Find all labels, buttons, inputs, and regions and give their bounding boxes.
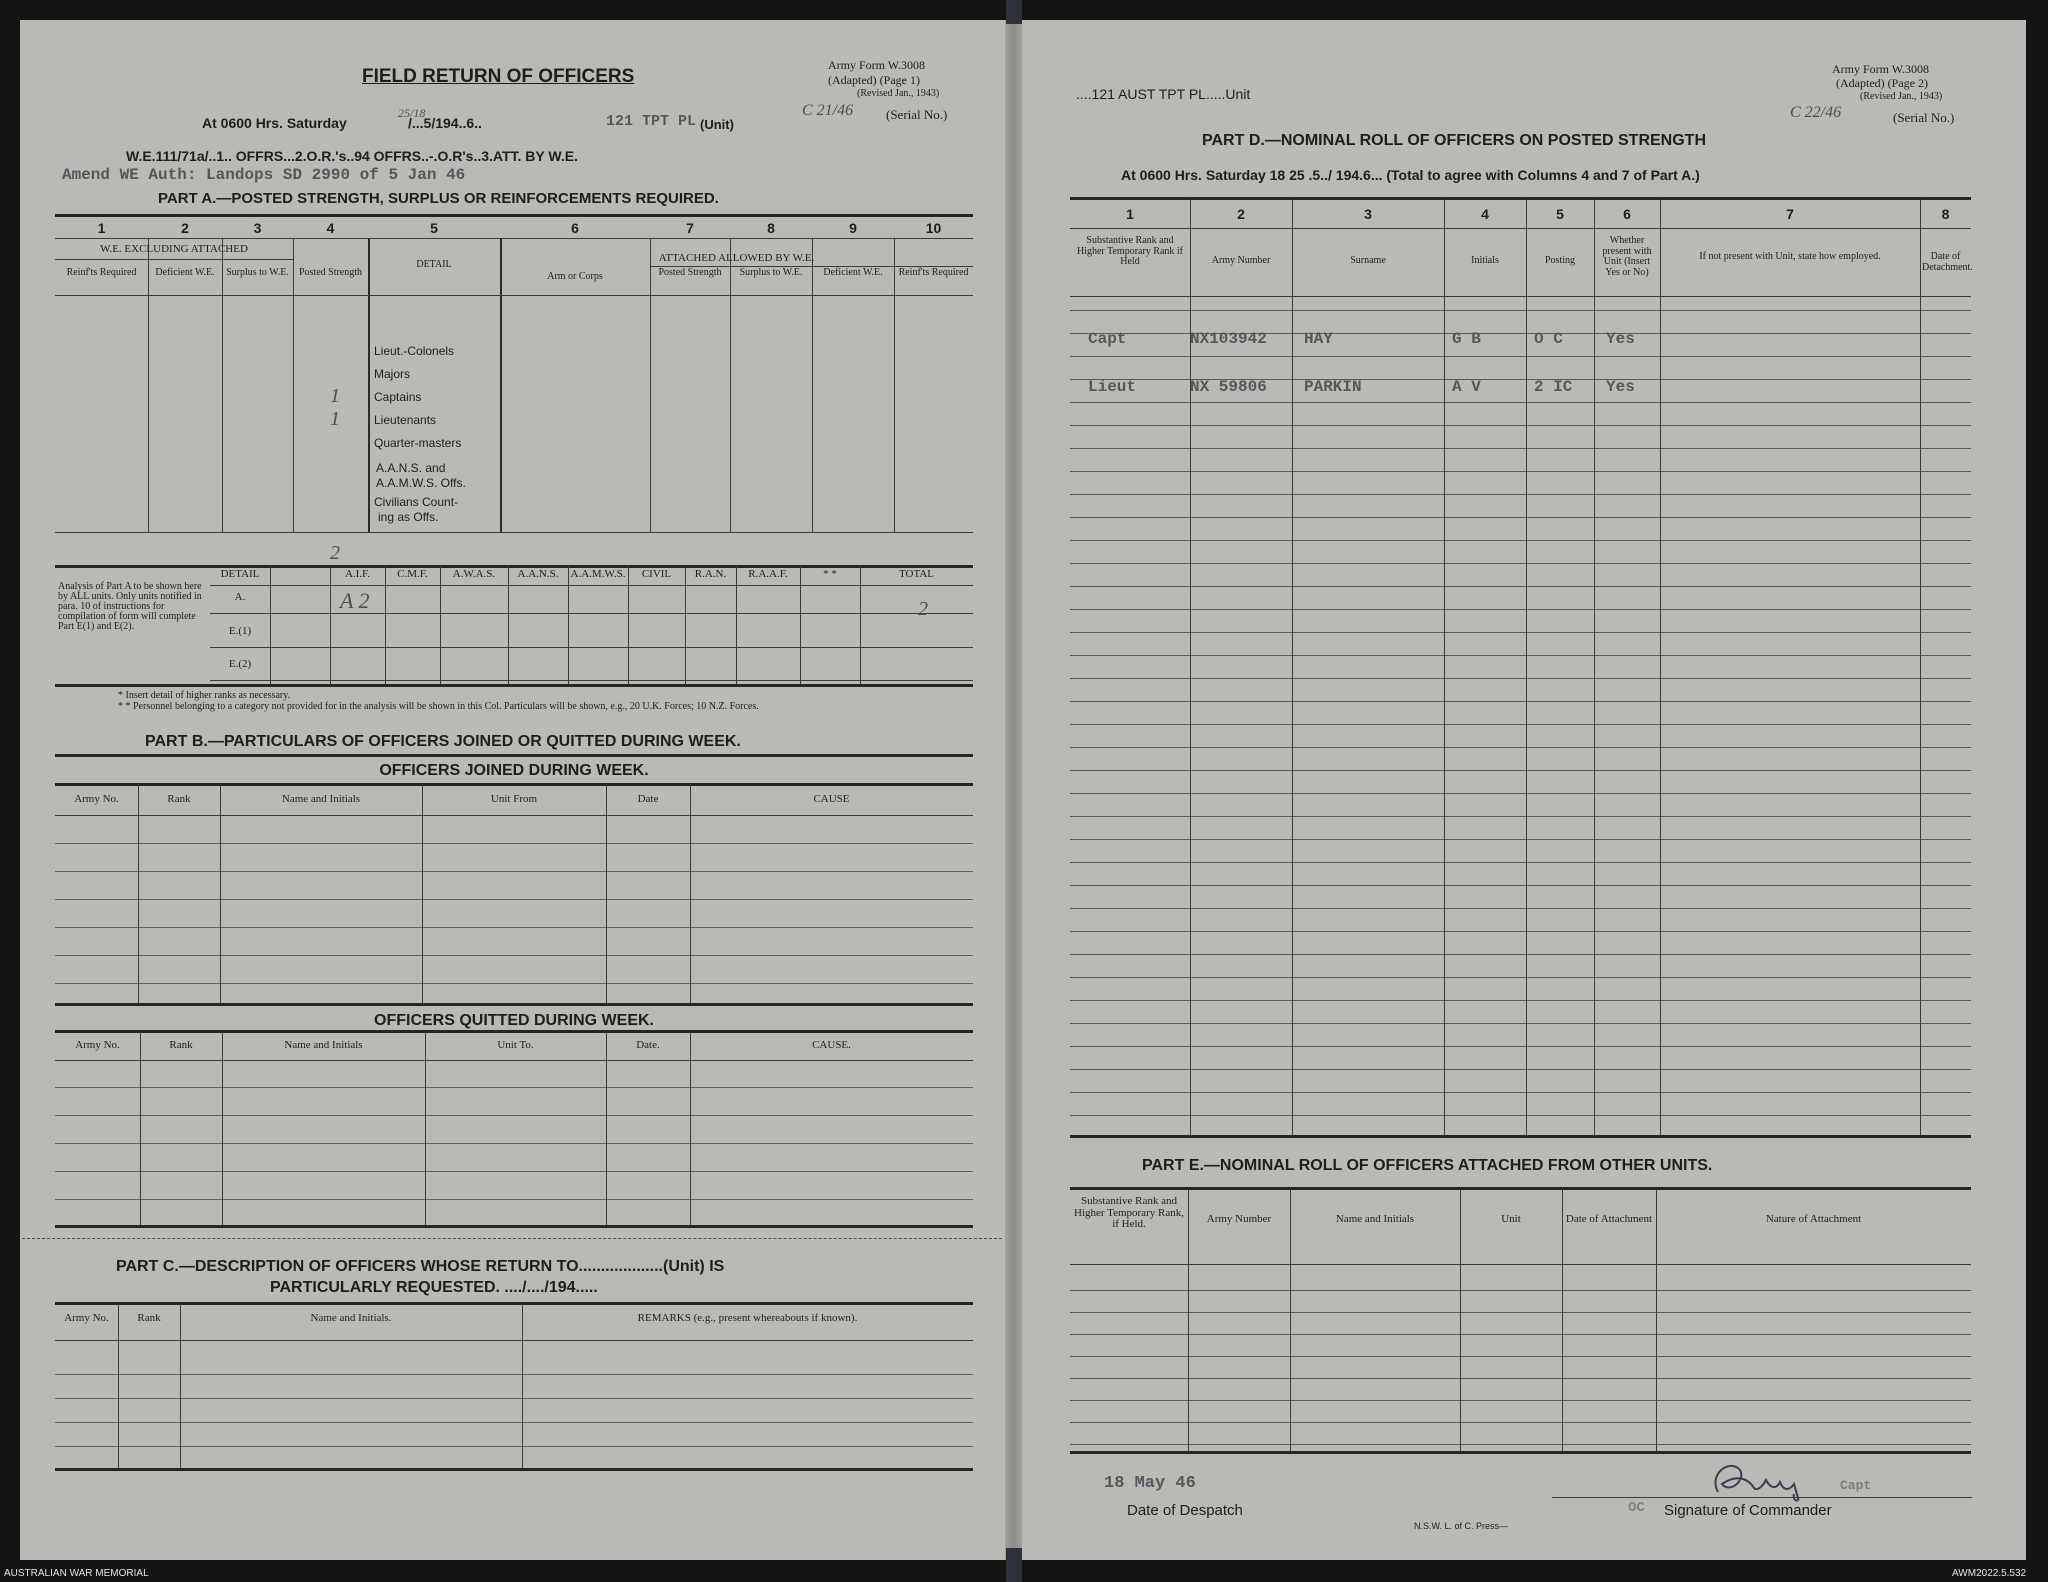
quitted-header-rule bbox=[55, 1060, 973, 1061]
analysis-col-line bbox=[685, 566, 686, 684]
serial-label-right: (Serial No.) bbox=[1893, 110, 1955, 125]
form-number-right: Army Form W.3008 bbox=[1832, 62, 1930, 76]
oc-stamp: OC bbox=[1628, 1500, 1645, 1516]
part-d-col-header: If not present with Unit, state how employed. bbox=[1699, 251, 1881, 262]
amendment-typed: Amend WE Auth: Landops SD 2990 of 5 Jan 46 bbox=[62, 166, 466, 184]
part-d-col-header: Date of Detachment. bbox=[1922, 251, 1973, 273]
part-d-col-number: 6 bbox=[1623, 206, 1631, 222]
joined-col-line bbox=[606, 785, 607, 1003]
part-d-row-rule bbox=[1070, 747, 1971, 748]
part-e-col-line bbox=[1290, 1189, 1291, 1451]
rank-aamws: A.A.M.W.S. Offs. bbox=[376, 476, 466, 490]
rank-aans: A.A.N.S. and bbox=[376, 461, 446, 475]
rank-civilians: Civilians Count- bbox=[374, 495, 459, 509]
part-d-col-header: Initials bbox=[1471, 255, 1499, 266]
partC-col-line bbox=[522, 1304, 523, 1468]
analysis-col-header: C.M.F. bbox=[397, 568, 428, 580]
part-a-col-header: Surplus to W.E. bbox=[739, 267, 803, 278]
quitted-col-header: Army No. bbox=[75, 1039, 120, 1051]
form-adapted: (Adapted) (Page 1) bbox=[828, 73, 920, 87]
joined-col-header: Date bbox=[637, 793, 659, 805]
joined-col-line bbox=[690, 785, 691, 1003]
partC-col-line bbox=[180, 1304, 181, 1468]
part-a-col-line bbox=[293, 238, 294, 532]
part-d-number-cell: NX103942 bbox=[1190, 330, 1267, 348]
part-d-present-cell: Yes bbox=[1606, 330, 1635, 348]
part-a-col-number: 7 bbox=[686, 220, 694, 236]
part-e-col-header: Date of Attachment bbox=[1565, 1213, 1653, 1225]
analysis-row-label: A. bbox=[234, 591, 246, 603]
part-e-col-header: Army Number bbox=[1206, 1213, 1272, 1225]
analysis-col-line bbox=[568, 566, 569, 684]
partC-col-header: Rank bbox=[137, 1312, 161, 1324]
part-d-row-rule bbox=[1070, 977, 1971, 978]
part-d-col-header: Whether present with Unit (Insert Yes or No) bbox=[1602, 235, 1652, 278]
part-e-col-header: Name and Initials bbox=[1335, 1213, 1415, 1225]
part-d-row-rule bbox=[1070, 655, 1971, 656]
analysis-col-line bbox=[628, 566, 629, 684]
part-d-surname-cell: HAY bbox=[1304, 330, 1333, 348]
analysis-col-header: A.I.F. bbox=[344, 568, 371, 580]
quitted-col-header: CAUSE. bbox=[812, 1039, 851, 1051]
we-line: W.E.111/71a/..1.. OFFRS...2.O.R.'s..94 OFFRS..-.O.R's..3.ATT. BY W.E. bbox=[126, 148, 578, 164]
joined-col-line bbox=[220, 785, 221, 1003]
analysis-total-value: 2 bbox=[918, 598, 928, 620]
part-d-row-rule bbox=[1070, 425, 1971, 426]
analysis-col-line bbox=[270, 566, 271, 684]
analysis-col-header: TOTAL bbox=[899, 568, 934, 580]
analysis-col-line bbox=[736, 566, 737, 684]
quitted-col-header: Unit To. bbox=[497, 1039, 534, 1051]
partC-row-rule bbox=[55, 1446, 973, 1447]
part-a-col-number: 2 bbox=[181, 220, 189, 236]
serial-hand: C 21/46 bbox=[802, 102, 854, 119]
part-d-col-header: Surname bbox=[1350, 255, 1386, 266]
unit-line: ....121 AUST TPT PL.....Unit bbox=[1076, 86, 1251, 102]
form-revised: (Revised Jan., 1943) bbox=[857, 88, 940, 99]
posted-captains: 1 bbox=[330, 385, 340, 407]
analysis-col-header: R.A.N. bbox=[694, 568, 727, 580]
despatch-date: 18 May 46 bbox=[1104, 1474, 1196, 1493]
part-d-row-rule bbox=[1070, 1046, 1971, 1047]
quitted-row-rule bbox=[55, 1115, 973, 1116]
part-e-row-rule bbox=[1070, 1378, 1971, 1379]
part-a-col-header: Deficient W.E. bbox=[823, 267, 883, 278]
part-e-col-header: Substantive Rank and Higher Temporary Rank, if Held. bbox=[1074, 1195, 1184, 1231]
unit-typed: 121 TPT PL bbox=[606, 113, 697, 130]
quitted-col-header: Name and Initials bbox=[284, 1039, 363, 1051]
footnote-2: * * Personnel belonging to a category not provided for in the analysis will be shown in this Col. Particulars will be shown, e.g., 20 U.K. Forces; 10 N.Z. Forces. bbox=[118, 701, 759, 712]
part-a-col-number: 9 bbox=[849, 220, 857, 236]
part-d-col-number: 8 bbox=[1941, 206, 1950, 222]
part-a-col-header: Reinf'ts Required bbox=[66, 267, 137, 278]
part-d-title: PART D.—NOMINAL ROLL OF OFFICERS ON POSTED STRENGTH bbox=[1202, 132, 1707, 149]
form-revised-right: (Revised Jan., 1943) bbox=[1860, 91, 1943, 102]
part-a-col-header: Deficient W.E. bbox=[155, 267, 215, 278]
part-e-row-rule bbox=[1070, 1334, 1971, 1335]
part-d-row-rule bbox=[1070, 862, 1971, 863]
part-d-row-rule bbox=[1070, 1000, 1971, 1001]
part-d-col-line bbox=[1594, 199, 1595, 1135]
analysis-aif-value: A 2 bbox=[340, 588, 370, 613]
quitted-row-rule bbox=[55, 1143, 973, 1144]
part-d-row-rule bbox=[1070, 540, 1971, 541]
partC-col-header: REMARKS (e.g., present whereabouts if known). bbox=[637, 1312, 858, 1324]
part-a-col-number: 8 bbox=[767, 220, 775, 236]
analysis-col-header: A.W.A.S. bbox=[452, 568, 496, 580]
part-a-col-header: DETAIL bbox=[416, 259, 452, 270]
quitted-col-header: Rank bbox=[169, 1039, 193, 1051]
part-d-row-rule bbox=[1070, 724, 1971, 725]
rank-captains: Captains bbox=[374, 390, 422, 404]
quitted-title: OFFICERS QUITTED DURING WEEK. bbox=[374, 1012, 654, 1029]
part-d-col-number: 4 bbox=[1481, 206, 1489, 222]
part-e-row-rule bbox=[1070, 1422, 1971, 1423]
part-d-row-rule bbox=[1070, 839, 1971, 840]
page-fold bbox=[1005, 20, 1022, 1560]
part-a-col-line bbox=[812, 238, 813, 532]
part-d-surname-cell: PARKIN bbox=[1304, 378, 1362, 396]
part-d-rank-cell: Capt bbox=[1088, 330, 1127, 348]
rank-lieut-colonels: Lieut.-Colonels bbox=[374, 344, 455, 358]
attached-group-header: ATTACHED ALLOWED BY W.E. bbox=[658, 252, 815, 264]
part-d-row-rule bbox=[1070, 954, 1971, 955]
part-a-col-header: Posted Strength bbox=[658, 267, 722, 278]
archive-caption: AUSTRALIAN WAR MEMORIAL bbox=[4, 1568, 149, 1579]
part-d-row-rule bbox=[1070, 632, 1971, 633]
rank-civilians-cont: ing as Offs. bbox=[378, 510, 439, 524]
part-c-title-2: PARTICULARLY REQUESTED. ..../..../194..... bbox=[270, 1279, 598, 1296]
part-e-col-header: Unit bbox=[1501, 1213, 1521, 1225]
part-d-row-rule bbox=[1070, 609, 1971, 610]
partC-row-rule bbox=[55, 1374, 973, 1375]
analysis-col-line bbox=[860, 566, 861, 684]
part-e-row-rule bbox=[1070, 1290, 1971, 1291]
quitted-row-rule bbox=[55, 1171, 973, 1172]
joined-col-header: CAUSE bbox=[813, 793, 850, 805]
part-a-col-line bbox=[730, 238, 731, 532]
partC-col-line bbox=[118, 1304, 119, 1468]
rank-lieutenants: Lieutenants bbox=[374, 413, 437, 427]
rank-list bbox=[374, 340, 466, 525]
joined-col-header: Name and Initials bbox=[281, 793, 361, 805]
part-d-col-line bbox=[1526, 199, 1527, 1135]
at-line-date: /...5/194..6.. bbox=[408, 115, 482, 131]
analysis-col-header: A.A.M.W.S. bbox=[570, 568, 626, 580]
part-d-row-rule bbox=[1070, 563, 1971, 564]
part-a-col-line bbox=[650, 238, 651, 532]
part-e-row-rule bbox=[1070, 1312, 1971, 1313]
analysis-row-label: E.(2) bbox=[228, 658, 252, 670]
part-d-row-rule bbox=[1070, 770, 1971, 771]
joined-col-line bbox=[422, 785, 423, 1003]
part-d-col-number: 2 bbox=[1237, 206, 1245, 222]
unit-label: (Unit) bbox=[700, 117, 734, 132]
part-d-row-rule bbox=[1070, 402, 1971, 403]
analysis-col-header: CIVIL bbox=[641, 568, 672, 580]
analysis-col-line bbox=[800, 566, 801, 684]
rank-majors: Majors bbox=[374, 367, 411, 381]
joined-row-rule bbox=[55, 899, 973, 900]
part-d-row-rule bbox=[1070, 494, 1971, 495]
joined-col-header: Army No. bbox=[74, 793, 119, 805]
part-d-initials-cell: G B bbox=[1452, 330, 1481, 348]
part-d-row-rule bbox=[1070, 356, 1971, 357]
analysis-note: Analysis of Part A to be shown here by ALL units. Only units notified in para. 10 of instructions for compilation of form will complete Part E(1) and E(2). bbox=[58, 581, 202, 632]
part-a-col-number: 5 bbox=[430, 220, 438, 236]
part-a-col-number: 1 bbox=[97, 220, 106, 236]
part-a-col-header: Reinf'ts Required bbox=[898, 267, 969, 278]
analysis-row-label: E.(1) bbox=[228, 625, 252, 637]
rank-quartermasters: Quarter-masters bbox=[374, 436, 462, 450]
form-adapted-right: (Adapted) (Page 2) bbox=[1836, 76, 1928, 90]
part-a-col-line bbox=[894, 238, 895, 532]
part-e-col-header: Nature of Attachment bbox=[1765, 1213, 1862, 1225]
part-d-row-rule bbox=[1070, 517, 1971, 518]
signature-label: Signature of Commander bbox=[1664, 1502, 1832, 1519]
analysis-col-line bbox=[440, 566, 441, 684]
part-d-present-cell: Yes bbox=[1606, 378, 1635, 396]
part-d-row-rule bbox=[1070, 471, 1971, 472]
partC-header-rule bbox=[55, 1340, 973, 1341]
we-group-header: W.E. EXCLUDING ATTACHED bbox=[100, 243, 248, 255]
joined-row-rule bbox=[55, 927, 973, 928]
part-a-col-number: 6 bbox=[571, 220, 579, 236]
part-d-row-rule bbox=[1070, 793, 1971, 794]
joined-col-header: Rank bbox=[167, 793, 191, 805]
quitted-row-rule bbox=[55, 1199, 973, 1200]
part-e-row-rule bbox=[1070, 1356, 1971, 1357]
part-c-title: PART C.—DESCRIPTION OF OFFICERS WHOSE RETURN TO...................(Unit) IS bbox=[116, 1258, 725, 1275]
page-title: FIELD RETURN OF OFFICERS bbox=[362, 66, 635, 87]
part-e-col-line bbox=[1562, 1189, 1563, 1451]
joined-row-rule bbox=[55, 983, 973, 984]
part-d-col-line bbox=[1292, 199, 1293, 1135]
part-d-row-rule bbox=[1070, 1023, 1971, 1024]
part-d-col-line bbox=[1920, 199, 1921, 1135]
part-a-col-header: Surplus to W.E. bbox=[226, 267, 289, 278]
posted-total: 2 bbox=[330, 542, 340, 564]
commander-signature bbox=[1700, 1454, 1830, 1504]
part-a-col-header: Arm or Corps bbox=[547, 271, 603, 282]
part-d-row-rule bbox=[1070, 1069, 1971, 1070]
binding-ribbon-bottom bbox=[1006, 1548, 1022, 1582]
joined-row-rule bbox=[55, 843, 973, 844]
part-e-col-line bbox=[1656, 1189, 1657, 1451]
partC-row-rule bbox=[55, 1398, 973, 1399]
serial-label: (Serial No.) bbox=[886, 107, 948, 122]
part-d-at-line: At 0600 Hrs. Saturday 18 25 .5../ 194.6... (Total to agree with Columns 4 and 7 of Part A.) bbox=[1121, 167, 1700, 183]
archive-id: AWM2022.5.532 bbox=[1952, 1568, 2027, 1579]
joined-col-line bbox=[138, 785, 139, 1003]
part-a-col-header: Posted Strength bbox=[298, 267, 363, 278]
quitted-col-header: Date. bbox=[636, 1039, 660, 1051]
part-d-row-rule bbox=[1070, 678, 1971, 679]
despatch-label: Date of Despatch bbox=[1127, 1502, 1243, 1519]
partC-row-rule bbox=[55, 1422, 973, 1423]
part-d-row-rule bbox=[1070, 908, 1971, 909]
joined-row-rule bbox=[55, 955, 973, 956]
analysis-col-header: DETAIL bbox=[220, 568, 260, 580]
part-d-row-rule bbox=[1070, 1092, 1971, 1093]
signature-rank: Capt bbox=[1840, 1478, 1872, 1493]
part-a-col-line bbox=[368, 238, 370, 532]
part-d-col-header: Army Number bbox=[1211, 255, 1271, 266]
footnote-1: * Insert detail of higher ranks as necessary. bbox=[118, 690, 291, 701]
at-line-prefix: At 0600 Hrs. Saturday bbox=[202, 115, 347, 131]
part-d-row-rule bbox=[1070, 816, 1971, 817]
part-d-row-rule bbox=[1070, 586, 1971, 587]
part-d-posting-cell: O C bbox=[1534, 330, 1563, 348]
part-a-title: PART A.—POSTED STRENGTH, SURPLUS OR REINFORCEMENTS REQUIRED. bbox=[158, 190, 719, 207]
part-e-col-line bbox=[1460, 1189, 1461, 1451]
analysis-col-line bbox=[385, 566, 386, 684]
part-d-row-rule bbox=[1070, 310, 1971, 311]
part-e-row-rule bbox=[1070, 1400, 1971, 1401]
part-d-col-number: 1 bbox=[1126, 206, 1134, 222]
part-d-number-cell: NX 59806 bbox=[1190, 378, 1267, 396]
part-d-col-number: 3 bbox=[1364, 206, 1372, 222]
part-e-title: PART E.—NOMINAL ROLL OF OFFICERS ATTACHED FROM OTHER UNITS. bbox=[1142, 1157, 1713, 1174]
analysis-col-header: R.A.A.F. bbox=[748, 568, 788, 580]
part-d-col-number: 5 bbox=[1556, 206, 1564, 222]
part-d-col-line bbox=[1444, 199, 1445, 1135]
analysis-col-line bbox=[508, 566, 509, 684]
form-number: Army Form W.3008 bbox=[828, 58, 926, 72]
part-d-col-header: Posting bbox=[1544, 255, 1575, 266]
joined-title: OFFICERS JOINED DURING WEEK. bbox=[379, 762, 649, 779]
part-d-initials-cell: A V bbox=[1452, 378, 1481, 396]
joined-col-header: Unit From bbox=[490, 793, 538, 805]
part-e-row-rule bbox=[1070, 1444, 1971, 1445]
part-d-col-header: Substantive Rank and Higher Temporary Rank if Held bbox=[1076, 235, 1184, 267]
part-b-title: PART B.—PARTICULARS OF OFFICERS JOINED OR QUITTED DURING WEEK. bbox=[145, 733, 741, 750]
part-d-col-line bbox=[1660, 199, 1661, 1135]
analysis-col-header: * * bbox=[823, 568, 837, 580]
binding-ribbon-top bbox=[1006, 0, 1022, 24]
part-d-row-rule bbox=[1070, 448, 1971, 449]
joined-row-rule bbox=[55, 871, 973, 872]
part-a-col-line bbox=[148, 238, 149, 532]
part-e-header-rule bbox=[1070, 1264, 1971, 1265]
part-a-col-number: 10 bbox=[925, 220, 942, 236]
serial-hand-right: C 22/46 bbox=[1790, 104, 1842, 121]
printer-mark: N.S.W. L. of C. Press— bbox=[1414, 1521, 1509, 1531]
part-d-row-rule bbox=[1070, 1115, 1971, 1116]
part-d-posting-cell: 2 IC bbox=[1534, 378, 1573, 396]
perforation-line bbox=[22, 1238, 1002, 1239]
part-d-row-rule bbox=[1070, 885, 1971, 886]
part-d-rank-cell: Lieut bbox=[1088, 378, 1137, 396]
part-e-col-line bbox=[1188, 1189, 1189, 1451]
analysis-col-header: A.A.N.S. bbox=[517, 568, 559, 580]
joined-header-rule bbox=[55, 815, 973, 816]
at-date-hand: 25/18 bbox=[398, 106, 426, 120]
analysis-col-line bbox=[330, 566, 331, 684]
part-d-row-rule bbox=[1070, 701, 1971, 702]
part-a-col-number: 4 bbox=[326, 220, 335, 236]
posted-lieutenants: 1 bbox=[330, 408, 340, 430]
part-a-col-line bbox=[222, 238, 223, 532]
partC-col-header: Army No. bbox=[64, 1312, 109, 1324]
part-d-col-number: 7 bbox=[1786, 206, 1794, 222]
quitted-row-rule bbox=[55, 1087, 973, 1088]
partC-col-header: Name and Initials. bbox=[310, 1312, 392, 1324]
part-d-row-rule bbox=[1070, 931, 1971, 932]
part-a-col-number: 3 bbox=[253, 220, 262, 236]
